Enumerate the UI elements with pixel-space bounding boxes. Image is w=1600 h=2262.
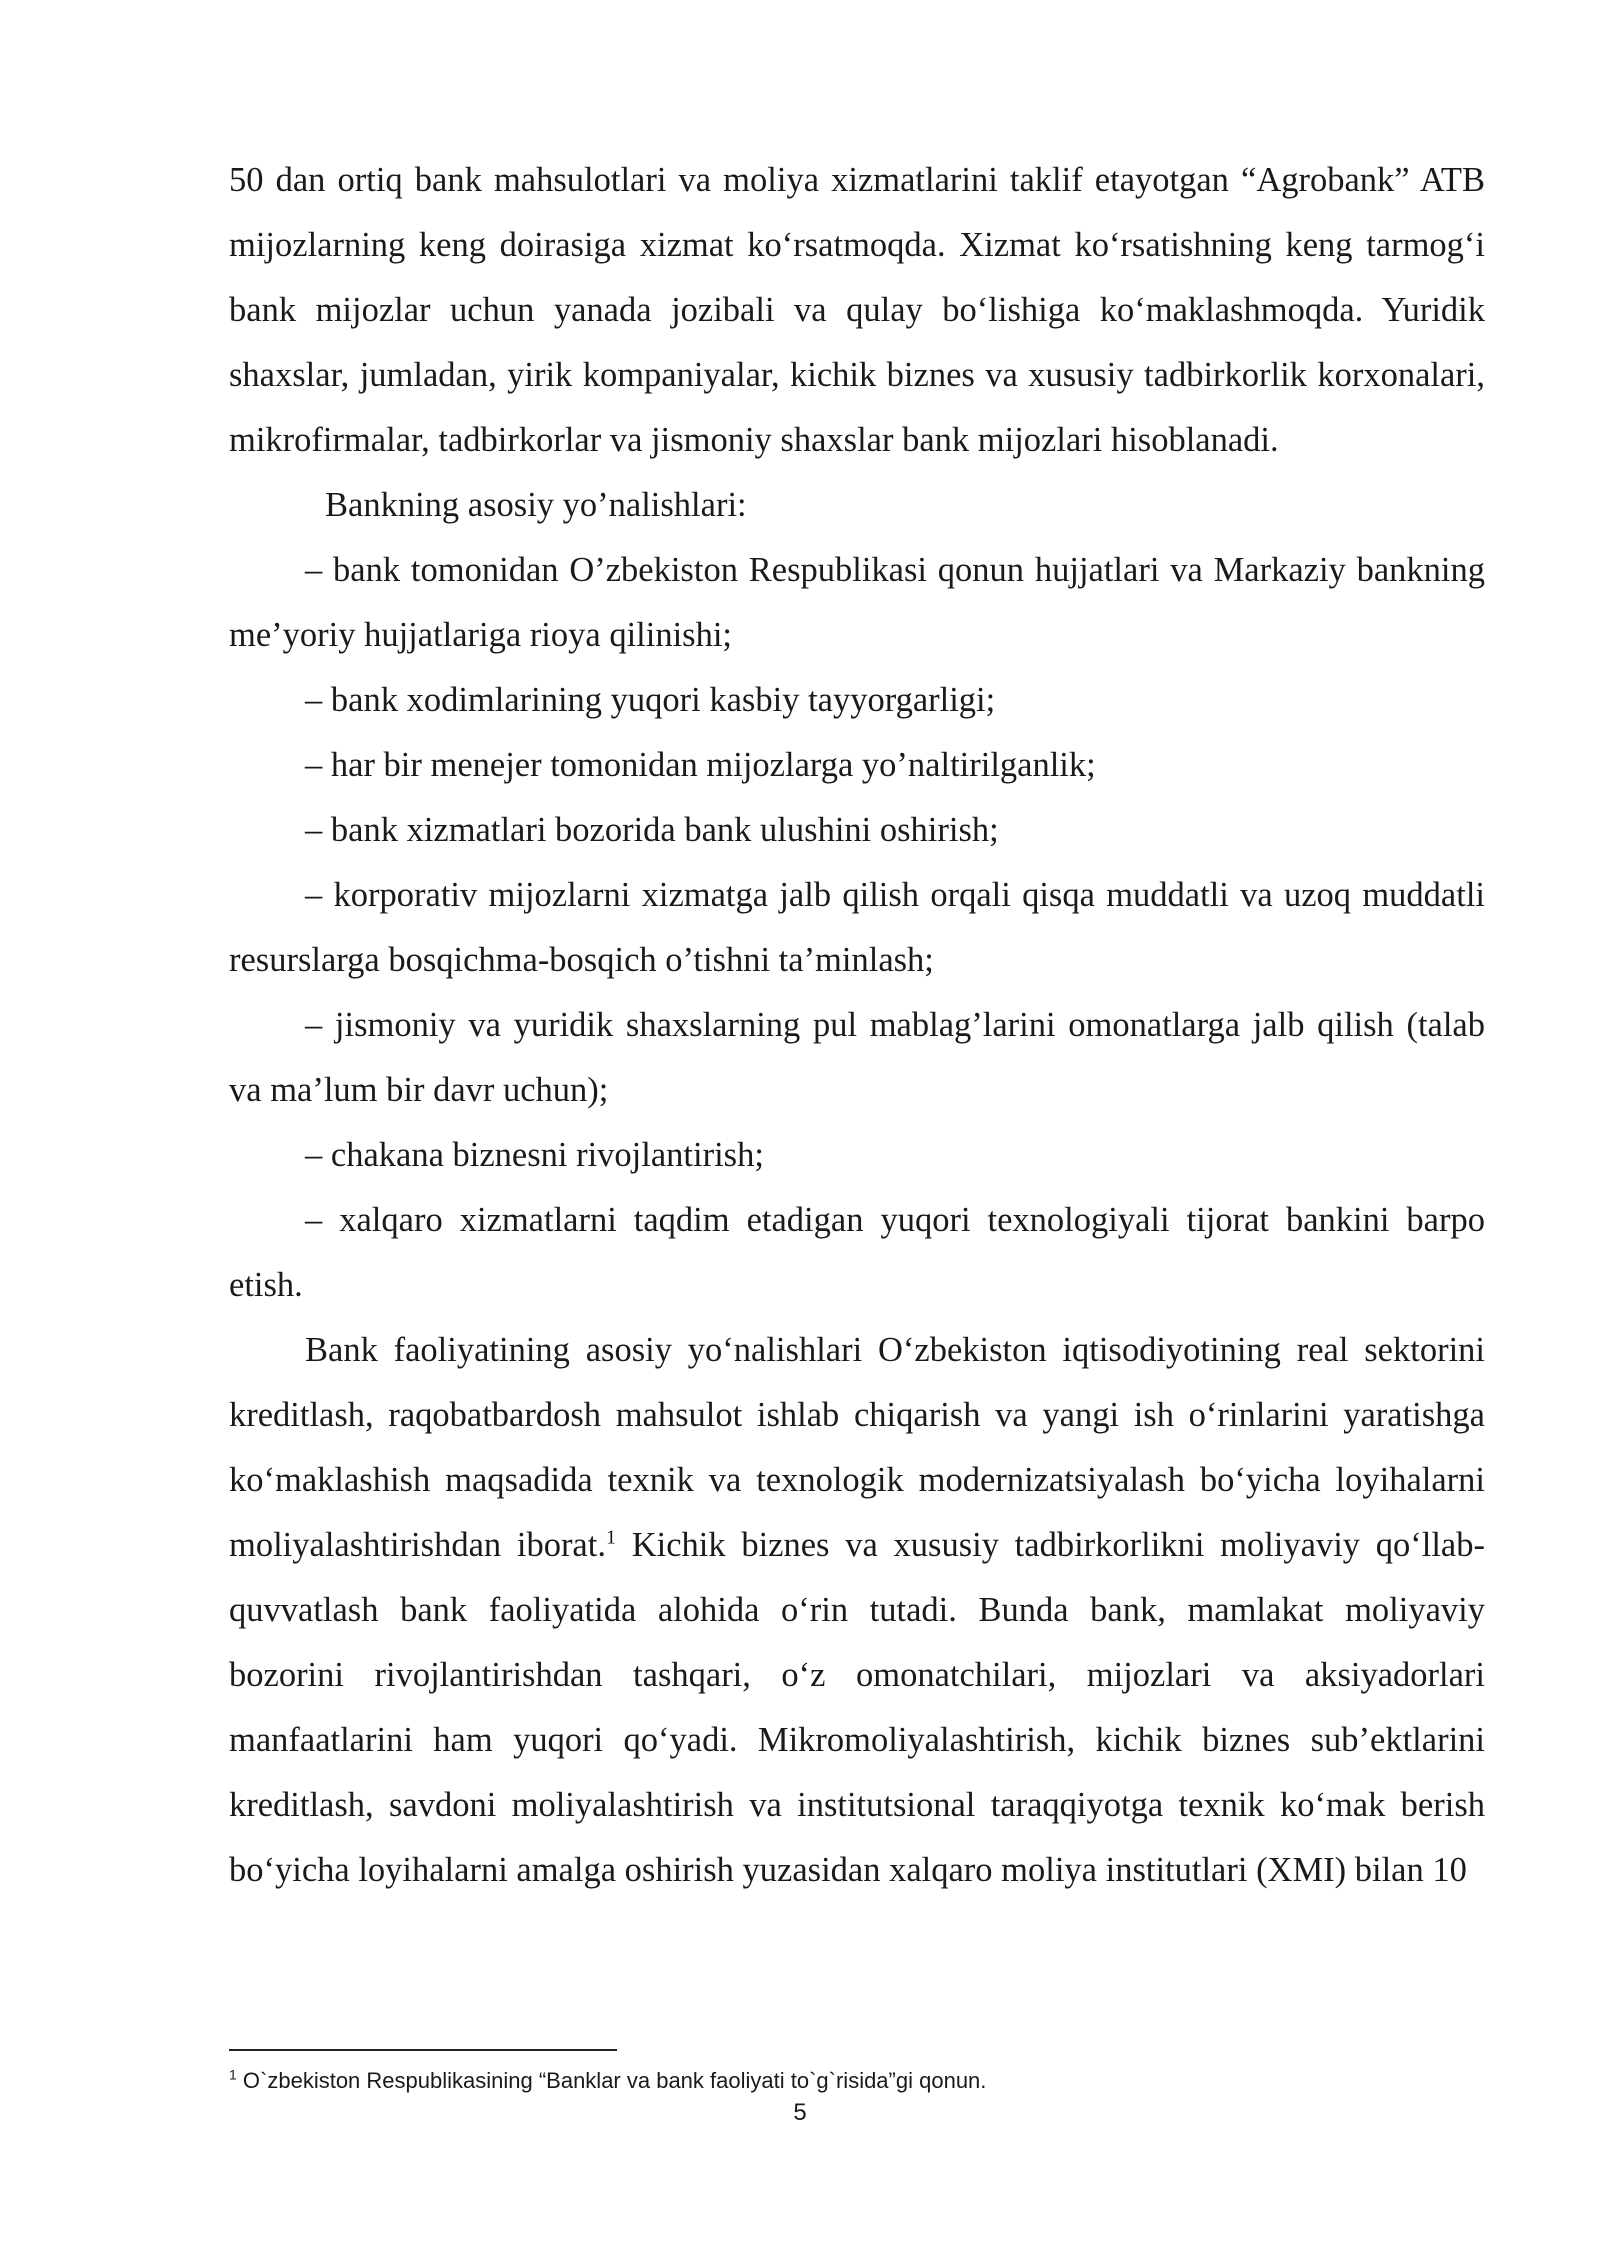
footnote-separator [229, 2049, 617, 2051]
list-item: – jismoniy va yuridik shaxslarning pul mablag’larini omonatlarga jalb qilish (talab va ma’lum bir davr uchun); [229, 1006, 1485, 1109]
paragraph-activities [229, 1318, 1485, 1903]
footnote-reference[interactable]: 1 [605, 1526, 616, 1549]
footnote-text: O`zbekiston Respublikasining “Banklar va bank faoliyati to`g`risida”gi qonun. [236, 2068, 987, 2093]
list-item: – xalqaro xizmatlarni taqdim etadigan yuqori texnologiyali tijorat bankini barpo etish. [229, 1201, 1485, 1304]
footnote [229, 2066, 1485, 2096]
paragraph-activities-part2: Kichik biznes va xususiy tadbirkorlikni moliyaviy qo‘llab-quvvatlash bank faoliyatida alohida o‘rin tutadi. Bunda bank, mamlakat moliyaviy bozorini rivojlantirishdan tashqari, o‘z omonatchilari, mijozlari va aksiyadorlari manfaatlarini ham yuqori qo‘yadi. Mikromoliyalashtirish, kichik biznes sub’ektlarini kreditlash, savdoni moliyalashtirish va institutsional taraqqiyotga texnik ko‘mak berish bo‘yicha loyihalarni amalga oshirish yuzasidan xalqaro moliya institutlari (XMI) bilan 10 [229, 1526, 1485, 1889]
list-item: – bank xizmatlari bozorida bank ulushini oshirish; [305, 811, 999, 849]
paragraph-intro: 50 dan ortiq bank mahsulotlari va moliya xizmatlarini taklif etayotgan “Agrobank” ATB mijozlarning keng doirasiga xizmat ko‘rsatmoqda. Xizmat ko‘rsatishning keng tarmog‘i bank mijozlar uchun yanada jozibali va qulay bo‘lishiga ko‘maklashmoqda. Yuridik shaxslar, jumladan, yirik kompaniyalar, kichik biznes va xususiy tadbirkorlik korxonalari, mikrofirmalar, tadbirkorlar va jismoniy shaxslar bank mijozlari hisoblanadi. [229, 161, 1485, 459]
paragraph-activities-part1: Bank faoliyatining asosiy yo‘nalishlari O‘zbekiston iqtisodiyotining real sektorini kreditlash, raqobatbardosh mahsulot ishlab chiqarish va yangi ish o‘rinlarini yaratishga ko‘maklashish maqsadida texnik va texnologik modernizatsiyalash bo‘yicha loyihalarni moliyalashtirishdan iborat. [229, 1331, 1485, 1564]
list-item: – bank xodimlarining yuqori kasbiy tayyorgarligi; [305, 681, 996, 719]
list-item: – chakana biznesni rivojlantirish; [305, 1136, 764, 1174]
list-item: – har bir menejer tomonidan mijozlarga yo’naltirilganlik; [305, 746, 1096, 784]
list-item: – bank tomonidan O’zbekiston Respublikasi qonun hujjatlari va Markaziy bankning me’yoriy hujjatlariga rioya qilinishi; [229, 551, 1485, 654]
footnote-marker: 1 [229, 2066, 237, 2083]
page-number: 5 [793, 2099, 807, 2126]
main-text [229, 148, 1485, 1903]
list-item: – korporativ mijozlarni xizmatga jalb qilish orqali qisqa muddatli va uzoq muddatli resurslarga bosqichma-bosqich o’tishni ta’minlash; [229, 876, 1485, 979]
section-heading: Bankning asosiy yo’nalishlari: [325, 486, 747, 524]
